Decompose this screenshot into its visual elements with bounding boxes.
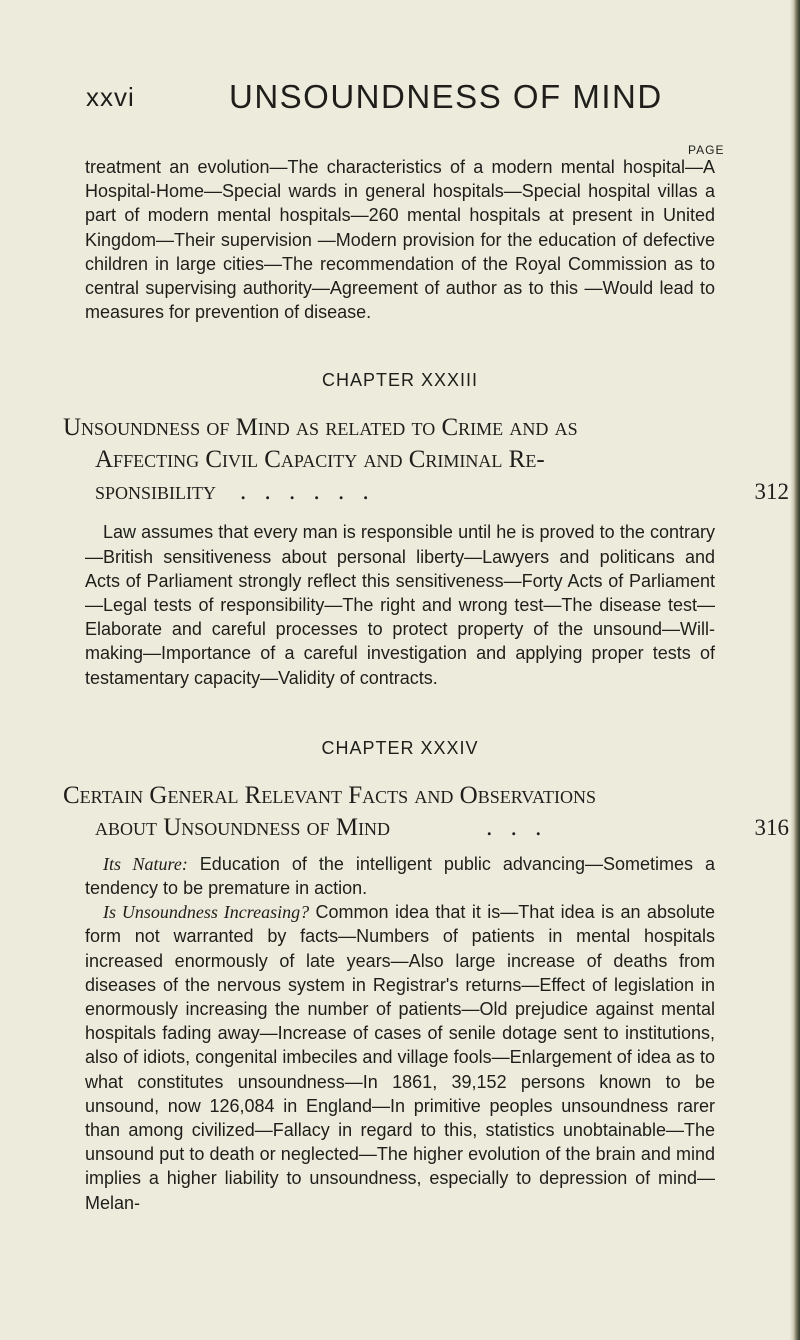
page-number-roman: xxvi <box>86 82 135 112</box>
chapter-title-33-line3 <box>63 476 715 508</box>
intro-paragraph: treatment an evolution—The characteristics of a modern mental hospital—A Hospital-Home—Special wards in general hospitals—Special hospital villas a part of modern mental hospitals—260 mental hospitals at present in United Kingdom—Their supervision —Modern provision for the education of defective children in large cities—The recommendation of the Royal Commission as to central supervising authority—Agreement of author as to this —Would lead to measures for prevention of disease. <box>85 157 715 323</box>
increasing-text: Common idea that it is—That idea is an absolute form not warranted by facts—Numbers of patients in mental hospitals increased enormously of late years—Also large increase of deaths from diseases of the nervous system in Registrar's returns—Effect of legislation in enormously increasing the number of patients—Old prejudice against mental hospitals fading away—Increase of cases of senile dotage sent to institutions, also of idiots, congenital imbeciles and village fools—Enlargement of idea as to what constitutes unsoundness—In 1861, 39,152 persons known to be unsound, now 126,084 in England—In primitive peoples unsoundness rarer than among civilized—Fallacy in regard to this, statistics unobtainable—The unsound put to death or neglected—The higher evolution of the brain and mind implies a higher liability to unsoundness, especially to depression of mind—Melan- <box>85 902 715 1213</box>
leader-dots: . . . <box>486 813 548 841</box>
contents-body <box>63 155 789 1215</box>
chapter-title-34-line2 <box>63 812 715 844</box>
chapter-heading-34: CHAPTER XXXIV <box>321 737 479 758</box>
chapter-34-increasing-paragraph <box>85 900 715 1215</box>
chapter-33-page-number: 312 <box>754 479 789 505</box>
chapter-title-34 <box>63 780 789 844</box>
nature-label: Its Nature: <box>103 853 188 874</box>
chapter-title-34-line1: Certain General Relevant Facts and Observations <box>63 781 596 809</box>
chapter-title-33 <box>63 412 789 508</box>
chapter-33-summary: Law assumes that every man is responsible until he is proved to the contrary—British sensitiveness about personal liberty—Lawyers and politicans and Acts of Parliament strongly reflect this sensitiveness—Forty Acts of Parliament—Legal tests of responsibility—The right and wrong test—The disease test—Elaborate and careful processes to protect property of the unsound—Will-making—Importance of a careful investigation and applying proper tests of testamentary capacity—Validity of contracts. <box>85 522 715 688</box>
chapter-title-33-line2: Affecting Civil Capacity and Criminal Re- <box>95 446 545 474</box>
page-edge-shadow <box>790 0 800 1340</box>
running-title: UNSOUNDNESS OF MIND <box>229 78 663 115</box>
chapter-title-34-line2-text: about Unsoundness of Mind <box>95 813 391 841</box>
chapter-title-33-line3-text: sponsibility <box>95 478 217 506</box>
chapter-34-page-number: 316 <box>754 814 789 840</box>
nature-text: Education of the intelligent public advancing—Sometimes a tendency to be premature in action. <box>85 853 715 899</box>
chapter-heading-33: CHAPTER XXXIII <box>321 370 479 391</box>
running-header <box>86 78 663 126</box>
page-column-label: PAGE <box>688 143 725 157</box>
chapter-title-33-line1: Unsoundness of Mind as related to Crime and as <box>63 414 578 442</box>
leader-dots: . . . . . . <box>240 478 375 506</box>
chapter-34-nature-paragraph <box>85 852 715 900</box>
increasing-label: Is Unsoundness Increasing? <box>103 902 310 923</box>
